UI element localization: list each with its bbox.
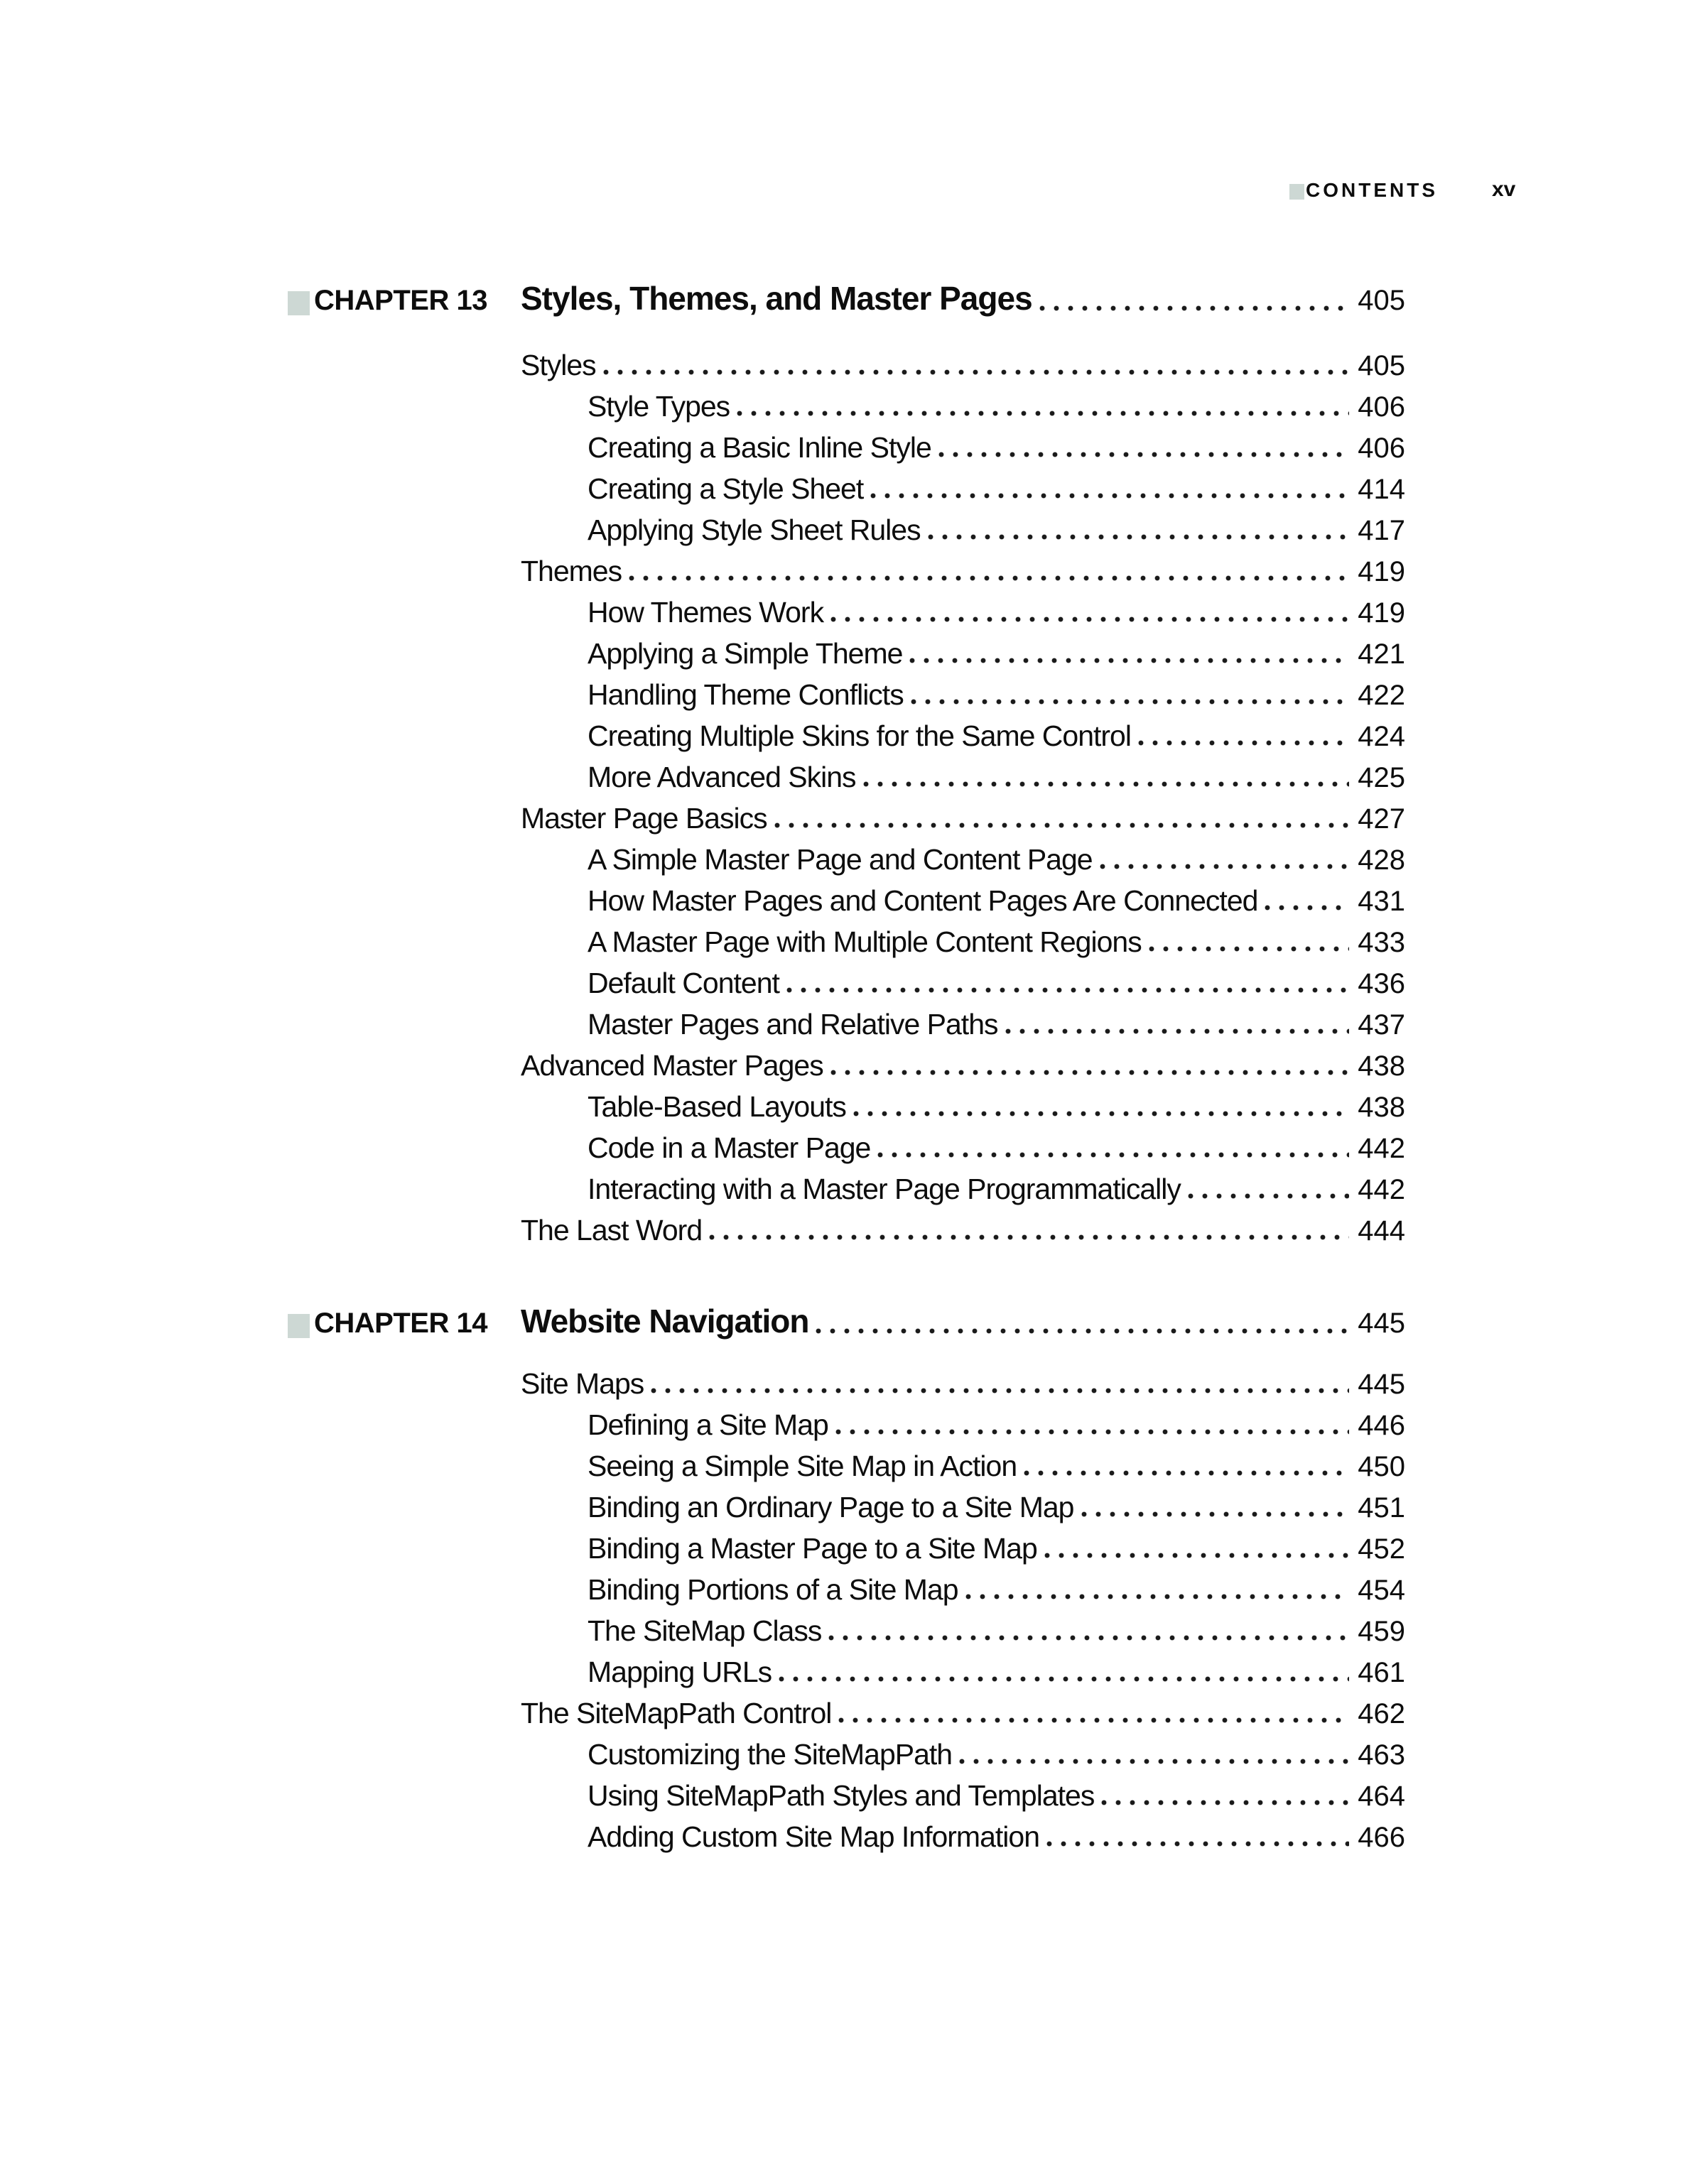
entry-page-number: 419: [1358, 597, 1405, 629]
toc-entry-row: [288, 1569, 1405, 1610]
toc-entry-row: [288, 386, 1405, 427]
toc-entry-row: [288, 1528, 1405, 1569]
toc-entry-row: [288, 798, 1405, 839]
entry-title: Master Page Basics: [521, 802, 767, 835]
header-accent-square-icon: [1289, 184, 1304, 200]
dot-leader: [909, 658, 1349, 663]
toc-entry-row: [288, 633, 1405, 674]
chapter-page-number: 405: [1358, 285, 1405, 316]
dot-leader: [863, 781, 1350, 787]
entry-title: Table-Based Layouts: [588, 1090, 846, 1123]
entry-title: Handling Theme Conflicts: [588, 678, 904, 711]
entry-title: How Themes Work: [588, 596, 824, 629]
dot-leader: [959, 1759, 1349, 1764]
chapter-accent-square-icon: [288, 291, 310, 315]
toc-entry-row: [288, 509, 1405, 550]
toc-entry-row: [288, 715, 1405, 756]
chapter-label: CHAPTER 13: [314, 285, 487, 316]
toc-entry-row: [288, 1445, 1405, 1487]
dot-leader: [965, 1594, 1350, 1599]
entry-page-number: 438: [1358, 1092, 1405, 1123]
entry-page-number: 424: [1358, 721, 1405, 752]
dot-leader: [786, 987, 1349, 993]
entry-page-number: 425: [1358, 762, 1405, 793]
entry-title: Using SiteMapPath Styles and Templates: [588, 1779, 1095, 1812]
toc-entry-row: [288, 1404, 1405, 1445]
entry-page-number: 461: [1358, 1657, 1405, 1688]
toc-entry-row: [288, 1693, 1405, 1734]
entry-title: Applying Style Sheet Rules: [588, 514, 921, 546]
dot-leader: [629, 575, 1349, 581]
dot-leader: [877, 1152, 1349, 1158]
entry-title: Mapping URLs: [588, 1656, 772, 1688]
dot-leader: [603, 369, 1350, 375]
entry-title: The SiteMap Class: [588, 1614, 822, 1647]
entry-page-number: 437: [1358, 1009, 1405, 1041]
entry-title: Site Maps: [521, 1367, 644, 1400]
entry-title: The Last Word: [521, 1214, 703, 1246]
table-of-contents: [288, 273, 1405, 1857]
entry-title: A Simple Master Page and Content Page: [588, 843, 1093, 876]
entry-page-number: 459: [1358, 1616, 1405, 1647]
dot-leader: [1188, 1193, 1349, 1199]
toc-entry-row: [288, 962, 1405, 1004]
entry-page-number: 421: [1358, 639, 1405, 670]
dot-leader: [835, 1429, 1349, 1435]
entry-page-number: 433: [1358, 927, 1405, 958]
entry-page-number: 442: [1358, 1174, 1405, 1205]
entry-page-number: 405: [1358, 350, 1405, 381]
dot-leader: [709, 1234, 1349, 1240]
toc-entry-row: [288, 1127, 1405, 1168]
entry-page-number: 438: [1358, 1050, 1405, 1082]
dot-leader: [1149, 946, 1350, 952]
dot-leader: [1081, 1511, 1350, 1517]
chapter-label: CHAPTER 14: [314, 1308, 487, 1339]
chapter-heading: [288, 273, 1405, 323]
entry-page-number: 451: [1358, 1492, 1405, 1523]
toc-entry-row: [288, 427, 1405, 468]
dot-leader: [1039, 305, 1350, 311]
entry-title: Applying a Simple Theme: [588, 637, 903, 670]
dot-leader: [1100, 864, 1350, 869]
chapter-title: Styles, Themes, and Master Pages: [521, 280, 1032, 317]
entry-title: Customizing the SiteMapPath: [588, 1738, 953, 1771]
entry-title: Style Types: [588, 390, 730, 423]
dot-leader: [1046, 1841, 1349, 1847]
entry-title: Seeing a Simple Site Map in Action: [588, 1450, 1017, 1482]
entry-title: Code in a Master Page: [588, 1131, 871, 1164]
toc-entry-row: [288, 1210, 1405, 1251]
toc-entry-row: [288, 1168, 1405, 1210]
entry-title: Styles: [521, 349, 596, 381]
dot-leader: [1044, 1553, 1349, 1558]
entry-title: Default Content: [588, 967, 779, 999]
dot-leader: [651, 1388, 1349, 1393]
toc-entry-row: [288, 1086, 1405, 1127]
dot-leader: [1138, 740, 1349, 746]
entry-page-number: 406: [1358, 391, 1405, 423]
toc-entry-row: [288, 1045, 1405, 1086]
dot-leader: [830, 616, 1349, 622]
toc-entry-row: [288, 1487, 1405, 1528]
dot-leader: [779, 1676, 1349, 1682]
chapter-page-number: 445: [1358, 1308, 1405, 1339]
entry-title: Advanced Master Pages: [521, 1049, 823, 1082]
toc-entry-row: [288, 1610, 1405, 1651]
entry-title: Themes: [521, 555, 622, 587]
chapter-entry-list: [288, 344, 1405, 1251]
entry-title: How Master Pages and Content Pages Are Connected: [588, 884, 1258, 917]
entry-title: Creating a Basic Inline Style: [588, 431, 931, 464]
entry-title: Creating Multiple Skins for the Same Control: [588, 719, 1131, 752]
dot-leader: [830, 1070, 1350, 1075]
entry-page-number: 417: [1358, 515, 1405, 546]
entry-title: The SiteMapPath Control: [521, 1697, 832, 1729]
dot-leader: [853, 1111, 1349, 1117]
entry-page-number: 452: [1358, 1533, 1405, 1565]
entry-title: Defining a Site Map: [588, 1408, 828, 1441]
toc-entry-row: [288, 921, 1405, 962]
entry-page-number: 427: [1358, 803, 1405, 835]
dot-leader: [737, 411, 1349, 416]
entry-page-number: 446: [1358, 1410, 1405, 1441]
chapter-accent-square-icon: [288, 1314, 310, 1338]
toc-entry-row: [288, 592, 1405, 633]
entry-title: Interacting with a Master Page Programmatically: [588, 1173, 1181, 1205]
header-title: CONTENTS: [1306, 179, 1438, 201]
entry-page-number: 463: [1358, 1739, 1405, 1771]
entry-page-number: 442: [1358, 1133, 1405, 1164]
entry-page-number: 454: [1358, 1575, 1405, 1606]
entry-page-number: 436: [1358, 968, 1405, 999]
dot-leader: [816, 1328, 1349, 1334]
entry-page-number: 445: [1358, 1369, 1405, 1400]
toc-entry-row: [288, 880, 1405, 921]
dot-leader: [1024, 1470, 1349, 1476]
entry-title: Creating a Style Sheet: [588, 472, 864, 505]
toc-entry-row: [288, 1363, 1405, 1404]
dot-leader: [938, 452, 1349, 457]
chapter-heading: [288, 1296, 1405, 1346]
entry-page-number: 428: [1358, 844, 1405, 876]
toc-entry-row: [288, 468, 1405, 509]
toc-entry-row: [288, 344, 1405, 386]
entry-page-number: 450: [1358, 1451, 1405, 1482]
entry-page-number: 422: [1358, 680, 1405, 711]
dot-leader: [911, 699, 1350, 705]
entry-page-number: 431: [1358, 886, 1405, 917]
chapter-label-wrap: [288, 1298, 521, 1348]
chapter-title: Website Navigation: [521, 1303, 809, 1340]
toc-entry-row: [288, 674, 1405, 715]
entry-page-number: 444: [1358, 1215, 1405, 1246]
entry-page-number: 462: [1358, 1698, 1405, 1729]
entry-page-number: 466: [1358, 1822, 1405, 1853]
entry-title: More Advanced Skins: [588, 761, 856, 793]
dot-leader: [838, 1717, 1349, 1723]
entry-page-number: 414: [1358, 474, 1405, 505]
entry-page-number: 419: [1358, 556, 1405, 587]
dot-leader: [1101, 1800, 1349, 1805]
entry-title: Master Pages and Relative Paths: [588, 1008, 998, 1041]
entry-title: Binding a Master Page to a Site Map: [588, 1532, 1037, 1565]
chapter-entry-list: [288, 1363, 1405, 1857]
toc-entry-row: [288, 839, 1405, 880]
entry-title: A Master Page with Multiple Content Regions: [588, 925, 1142, 958]
dot-leader: [774, 822, 1350, 828]
toc-entry-row: [288, 1775, 1405, 1816]
toc-entry-row: [288, 1816, 1405, 1857]
dot-leader: [1005, 1028, 1350, 1034]
dot-leader: [828, 1635, 1349, 1641]
entry-page-number: 464: [1358, 1781, 1405, 1812]
toc-entry-row: [288, 550, 1405, 592]
entry-title: Binding Portions of a Site Map: [588, 1573, 958, 1606]
dot-leader: [928, 534, 1350, 540]
chapter-label-wrap: [288, 276, 521, 325]
entry-title: Binding an Ordinary Page to a Site Map: [588, 1491, 1074, 1523]
toc-entry-row: [288, 1734, 1405, 1775]
contents-header: [1289, 179, 1438, 202]
page-number-roman: xv: [1492, 178, 1516, 201]
dot-leader: [870, 493, 1349, 499]
dot-leader: [1265, 905, 1349, 911]
entry-title: Adding Custom Site Map Information: [588, 1820, 1039, 1853]
toc-entry-row: [288, 1004, 1405, 1045]
toc-entry-row: [288, 756, 1405, 798]
toc-entry-row: [288, 1651, 1405, 1693]
entry-page-number: 406: [1358, 433, 1405, 464]
